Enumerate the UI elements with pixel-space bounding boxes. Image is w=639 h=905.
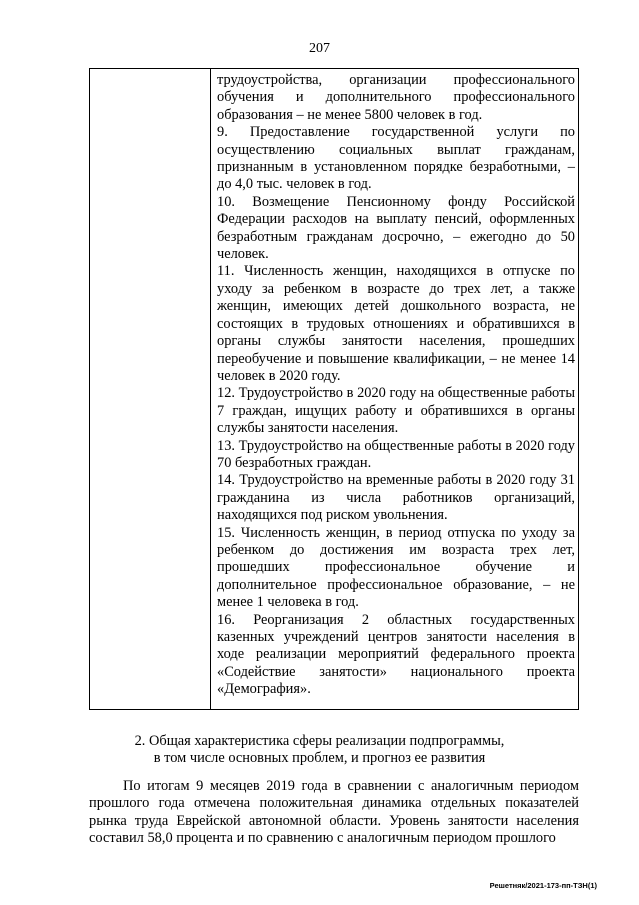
table-item-11: 11. Численность женщин, находящихся в отпуске по уходу за ребенком в возрасте до трех лет, а также женщин, имеющих детей дошкольного возраста, не состоящих в трудовых отношениях и обратившихся в органы службы занятости населения, прошедших переобучение и повышение квалификации, – не менее 14 человек в 2020 году. — [217, 263, 575, 384]
table-item-16: 16. Реорганизация 2 областных государственных казенных учреждений центров занятости населения в ходе реализации мероприятий федерального проекта «Содействие занятости» национального проекта «Демография». — [217, 611, 575, 698]
table-item-continuation: трудоустройства, организации профессионального обучения и дополнительного профессионального образования – не менее 5800 человек в год. — [217, 72, 575, 123]
table-item-12: 12. Трудоустройство в 2020 году на общественные работы 7 граждан, ищущих работу и обратившихся в органы службы занятости населения. — [217, 385, 575, 437]
table-item-13: 13. Трудоустройство на общественные работы в 2020 году 70 безработных граждан. — [217, 437, 575, 471]
table-item-14: 14. Трудоустройство на временные работы в 2020 году 31 гражданина из числа работников организаций, находящихся под риском увольнения. — [217, 472, 575, 524]
table-item-9: 9. Предоставление государственной услуги по осуществлению социальных выплат гражданам, признанным в установленном порядке безработными, – до 4,0 тыс. человек в год. — [217, 124, 575, 193]
table-left-column — [90, 69, 211, 709]
section-heading-line-2: в том числе основных проблем, и прогноз ее развития — [153, 750, 486, 767]
section-heading — [0, 733, 639, 768]
page-number: 207 — [309, 41, 330, 56]
footer-reference: Решетняк/2021-173-пп-ТЗН(1) — [489, 881, 597, 890]
section-heading-line-1: 2. Общая характеристика сферы реализации подпрограммы, — [134, 733, 505, 749]
body-paragraph: По итогам 9 месяцев 2019 года в сравнении с аналогичным периодом прошлого года отмечена положительная динамика отдельных показателей рынка труда Еврейской автономной области. Уровень занятости населения составил 58,0 процента и по сравнению с аналогичным периодом прошлого — [89, 778, 579, 847]
table-item-10: 10. Возмещение Пенсионному фонду Российской Федерации расходов на выплату пенсий, оформленных безработным гражданам досрочно, – ежегодно до 50 человек. — [217, 193, 575, 263]
table-right-column — [217, 72, 575, 699]
table-item-15: 15. Численность женщин, в период отпуска по уходу за ребенком до достижения им возраста трех лет, прошедших профессиональное обучение и дополнительное профессиональное образование, – не менее 1 человека в год. — [217, 524, 575, 611]
document-table — [89, 68, 579, 710]
